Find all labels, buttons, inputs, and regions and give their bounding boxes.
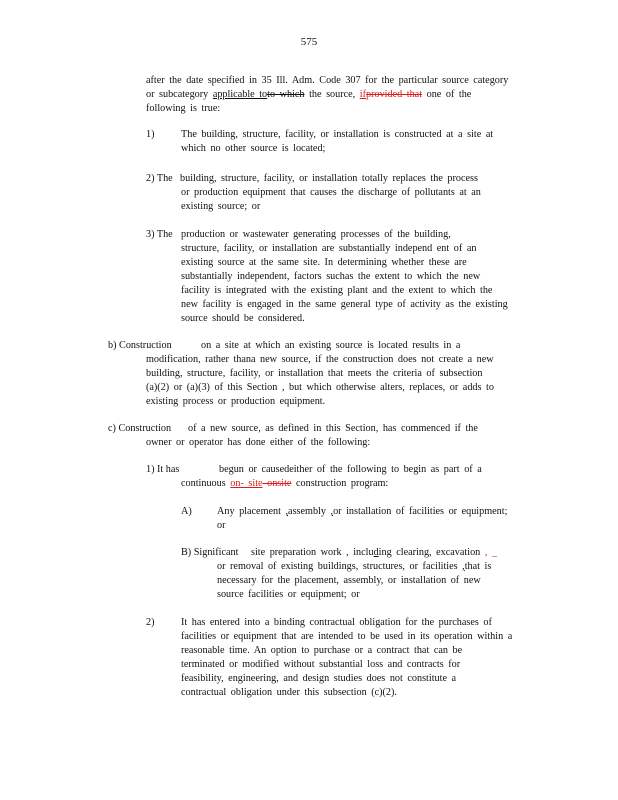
item-a-text: Any placement ,assembly ,or installation of facilities or equipment; or [217,506,508,531]
intro-line-2: or subcategory applicable toto which the source, ifprovided that one of the [146,89,472,100]
item-b-marker: B) Significant [181,547,239,558]
intro-line-1: after the date specified in 35 Ill. Adm. Code 307 for the particular source category [146,75,509,86]
item-c2-text: It has entered into a binding contractual obligation for the purchases of facilities or equipment that are intended to be used in its operation within a reasonable time. An option to purchase or a contract that can be terminated or modified without substantial loss and contracts for feasibility, engineering, and design studies does not constitute a contractual obligation under this subsection (c)(2). [181,617,513,698]
inserted-text: if [359,89,366,100]
deleted-text: provided that [366,89,423,100]
inserted-text: on- site [230,478,263,489]
intro-line-3: following is true: [146,103,221,114]
item-2-text: building, structure, facility, or installation totally replaces the process or production equipment that causes the discharge of pollutants at an existing source; or [180,173,481,212]
deleted-text: onsite [262,478,292,489]
item-c1-marker: 1) It has [146,464,180,475]
item-a-marker: A) [181,506,192,517]
item-3-text: production or wastewater generating processes of the building, structure, facility, or installation are substantially independ ent of an existing source at the same site. In determining whether these are substantially independent, factors suchas the extent to which the new facility is integrated with the existing plant and the extent to which the new facility is engaged in the same general type of activity as the existing source should be considered. [181,229,508,324]
item-c1-text: continuous on- site onsite construction program: [181,478,389,489]
page-number: 575 [300,36,318,48]
item-3-marker: 3) The [146,229,173,240]
item-b-first-line: site preparation work , including clearing, excavation , _ [251,547,497,558]
section-b-text: modification, rather thana new source, if the construction does not create a new building, structure, facility, or installation that meets the criteria of subsection (a)(2) or (a)(3) of this Section , but which otherwise alters, replaces, or adds to existing process or production equipment. [146,354,494,407]
item-c1-first-line: begun or causedeither of the following to begin as part of a [219,464,482,475]
section-c-marker: c) Construction [108,423,172,434]
intro-paragraph [146,74,508,116]
section-c-text: owner or operator has done either of the following: [146,437,371,448]
item-c2-marker: 2) [146,617,155,628]
item-1-text: The building, structure, facility, or installation is constructed at a site at which no other source is located; [181,129,494,154]
item-1-marker: 1) [146,129,155,140]
deleted-text: to which [267,89,305,100]
inserted-text: applicable to [212,89,268,100]
item-2-marker: 2) The [146,173,173,184]
item-b-text: or removal of existing buildings, structures, or facilities ,that is necessary for the placement, assembly, or installation of new source facilities or equipment; or [217,561,492,600]
section-b-first-line: on a site at which an existing source is located results in a [201,340,461,351]
section-b-marker: b) Construction [108,340,172,351]
section-c-first-line: of a new source, as defined in this Section, has commenced if the [188,423,478,434]
